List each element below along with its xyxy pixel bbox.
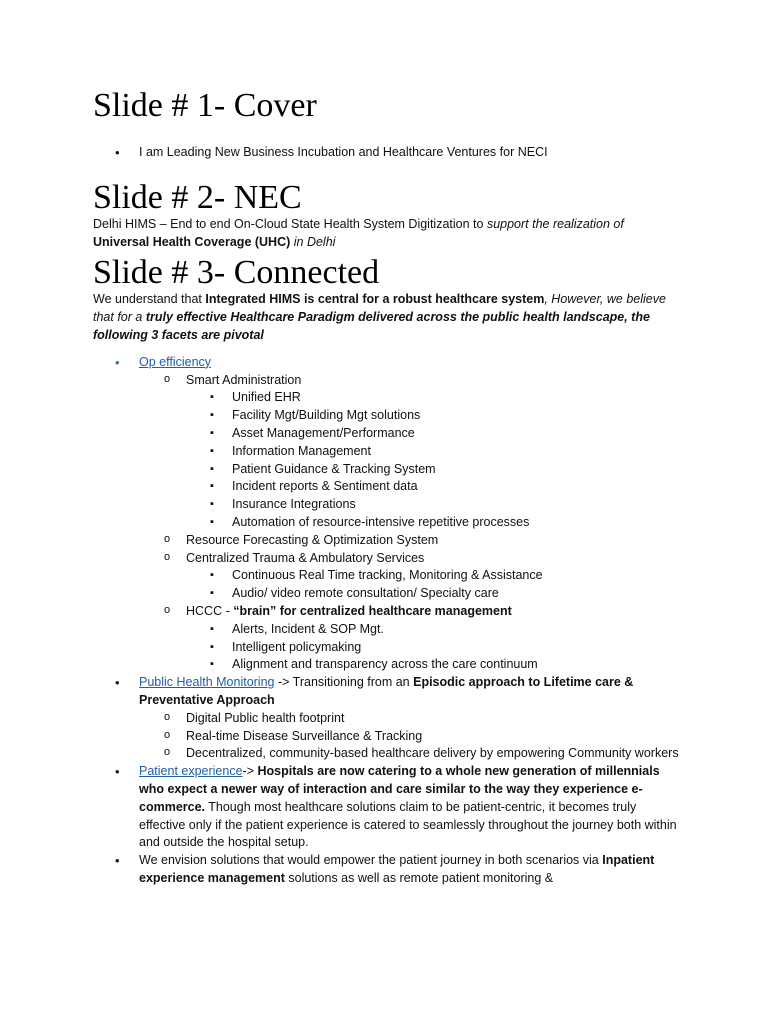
hccc-items	[232, 621, 683, 674]
list-item: ▪ Incident reports & Sentiment data	[232, 478, 683, 496]
hccc-label: HCCC -	[186, 603, 234, 618]
hccc-desc: “brain” for centralized healthcare management	[233, 603, 512, 618]
list-item: ▪ Insurance Integrations	[232, 496, 683, 514]
list-item: o Digital Public health footprint	[186, 710, 683, 728]
slide2-text-c: in Delhi	[290, 234, 336, 249]
facet-public-health-monitoring	[93, 674, 683, 763]
phm-arrow-text: -> Transitioning from an	[274, 675, 414, 690]
envision-text-c: solutions as well as remote patient monitoring &	[284, 870, 554, 885]
trauma-label: Centralized Trauma & Ambulatory Services	[186, 550, 425, 565]
list-item: ▪ Facility Mgt/Building Mgt solutions	[232, 407, 683, 425]
phm-bold-text: Episodic approach to Lifetime care & Preventative Approach	[139, 675, 634, 707]
list-item: ▪ Automation of resource-intensive repetitive processes	[232, 514, 683, 532]
list-item	[186, 550, 683, 603]
slide2-text	[93, 216, 683, 252]
slide1-bullet: • I am Leading New Business Incubation and Healthcare Ventures for NECI	[93, 144, 683, 162]
list-item: ▪ Alignment and transparency across the care continuum	[232, 656, 683, 674]
envision-bullet	[93, 852, 683, 888]
slide1-bullets	[93, 144, 683, 162]
list-item	[186, 372, 683, 532]
px-arrow-text: ->	[242, 764, 258, 779]
list-item: ▪ Intelligent policymaking	[232, 639, 683, 657]
list-item: ▪ Audio/ video remote consultation/ Specialty care	[232, 585, 683, 603]
document-page	[93, 88, 683, 888]
list-item: ▪ Unified EHR	[232, 389, 683, 407]
slide3-intro-c: , However, we believe that for a	[93, 292, 666, 325]
px-bold-text: Hospitals are now catering to a whole new generation of millennials who expect a newer way of interaction and care similar to the way they experience e-commerce.	[139, 764, 660, 814]
list-item: ▪ Patient Guidance & Tracking System	[232, 461, 683, 479]
envision-text-b: Inpatient experience management	[139, 853, 655, 885]
envision-text-a: We envision solutions that would empower the patient journey in both scenarios via	[139, 853, 603, 868]
list-item: ▪ Alerts, Incident & SOP Mgt.	[232, 621, 683, 639]
slide2-text-b: support the realization of	[486, 216, 624, 231]
slide3-intro-a: We understand that	[93, 292, 206, 307]
smart-admin-items	[232, 389, 683, 531]
trauma-items	[232, 567, 683, 603]
facet-op-efficiency	[93, 354, 683, 674]
slide2-uhc: Universal Health Coverage (UHC)	[93, 234, 291, 249]
px-rest-text: Though most healthcare solutions claim to be patient-centric, it becomes truly effective only if the patient experience is catered to seamlessly throughout the journey both within and outside the hospital setup.	[139, 799, 677, 850]
list-item	[186, 603, 683, 674]
slide3-intro-b: Integrated HIMS is central for a robust healthcare system	[205, 292, 545, 307]
list-item: ▪ Continuous Real Time tracking, Monitoring & Assistance	[232, 567, 683, 585]
patient-experience-link[interactable]: Patient experience	[139, 764, 243, 779]
slide3-heading: Slide # 3- Connected	[93, 254, 380, 292]
op-efficiency-link[interactable]: Op efficiency	[139, 354, 212, 369]
slide1-heading: Slide # 1- Cover	[93, 87, 317, 124]
slide2-text-a: Delhi HIMS – End to end On-Cloud State Health System Digitization to	[93, 216, 487, 231]
slide3-intro-d: truly effective Healthcare Paradigm delivered across the public health landscape, the following 3 facets are pivotal	[93, 310, 650, 342]
list-item: ▪ Information Management	[232, 443, 683, 461]
facet-patient-experience	[93, 763, 683, 852]
list-item: ▪ Asset Management/Performance	[232, 425, 683, 443]
list-item: o Real-time Disease Surveillance & Tracking	[186, 728, 683, 746]
phm-sublist	[186, 710, 683, 763]
list-item: o Decentralized, community-based healthcare delivery by empowering Community workers	[186, 745, 683, 763]
slide2-heading: Slide # 2- NEC	[93, 178, 302, 216]
op-sublist	[186, 372, 683, 675]
smart-admin-label: Smart Administration	[186, 372, 302, 387]
slide3-facets	[93, 354, 683, 888]
slide3-intro	[93, 291, 673, 344]
list-item: o Resource Forecasting & Optimization System	[186, 532, 683, 550]
public-health-monitoring-link[interactable]: Public Health Monitoring	[139, 675, 275, 690]
